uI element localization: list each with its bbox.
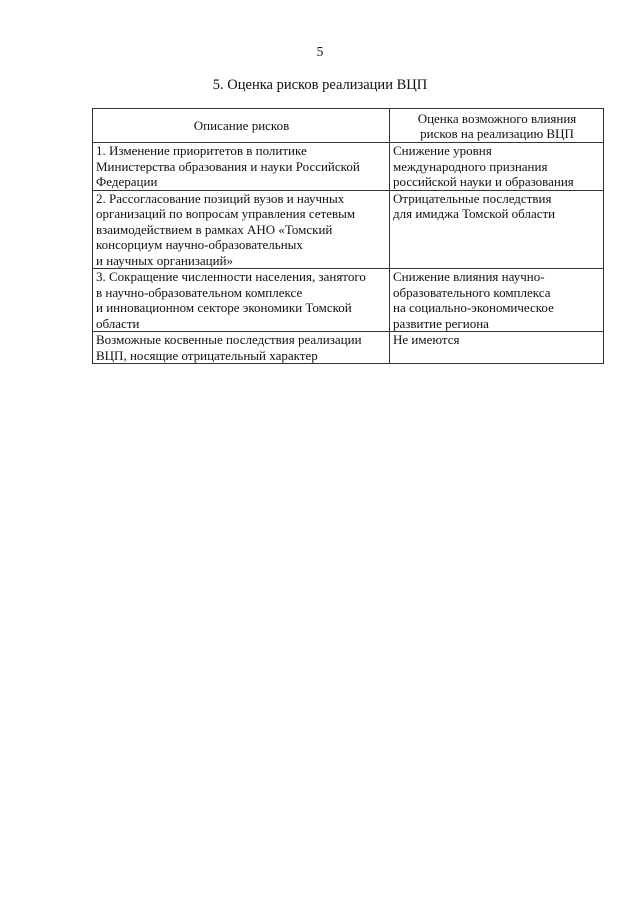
table-header-row <box>93 109 604 143</box>
header-risk-description: Описание рисков <box>93 109 390 143</box>
impact-cell: Отрицательные последствия для имиджа Томской области <box>390 190 604 269</box>
impact-cell: Снижение уровня международного признания российской науки и образования <box>390 143 604 191</box>
impact-cell: Снижение влияния научно- образовательного комплекса на социально-экономическое развитие региона <box>390 269 604 332</box>
table-row <box>93 190 604 269</box>
table-row <box>93 143 604 191</box>
header-impact-assessment: Оценка возможного влияния рисков на реализацию ВЦП <box>390 109 604 143</box>
risk-cell: 1. Изменение приоритетов в политике Министерства образования и науки Российской Федерации <box>93 143 390 191</box>
section-title: 5. Оценка рисков реализации ВЦП <box>212 77 428 93</box>
risk-cell: 2. Рассогласование позиций вузов и научных организаций по вопросам управления сетевым взаимодействием в рамках АНО «Томский консорциум научно-образовательных и научных организаций» <box>93 190 390 269</box>
risk-cell: Возможные косвенные последствия реализации ВЦП, носящие отрицательный характер <box>93 332 390 364</box>
risk-table <box>92 108 604 364</box>
impact-cell: Не имеются <box>390 332 604 364</box>
table-row <box>93 332 604 364</box>
table-row <box>93 269 604 332</box>
risk-cell: 3. Сокращение численности населения, занятого в научно-образовательном комплексе и инновационном секторе экономики Томской области <box>93 269 390 332</box>
page-number: 5 <box>316 44 324 59</box>
